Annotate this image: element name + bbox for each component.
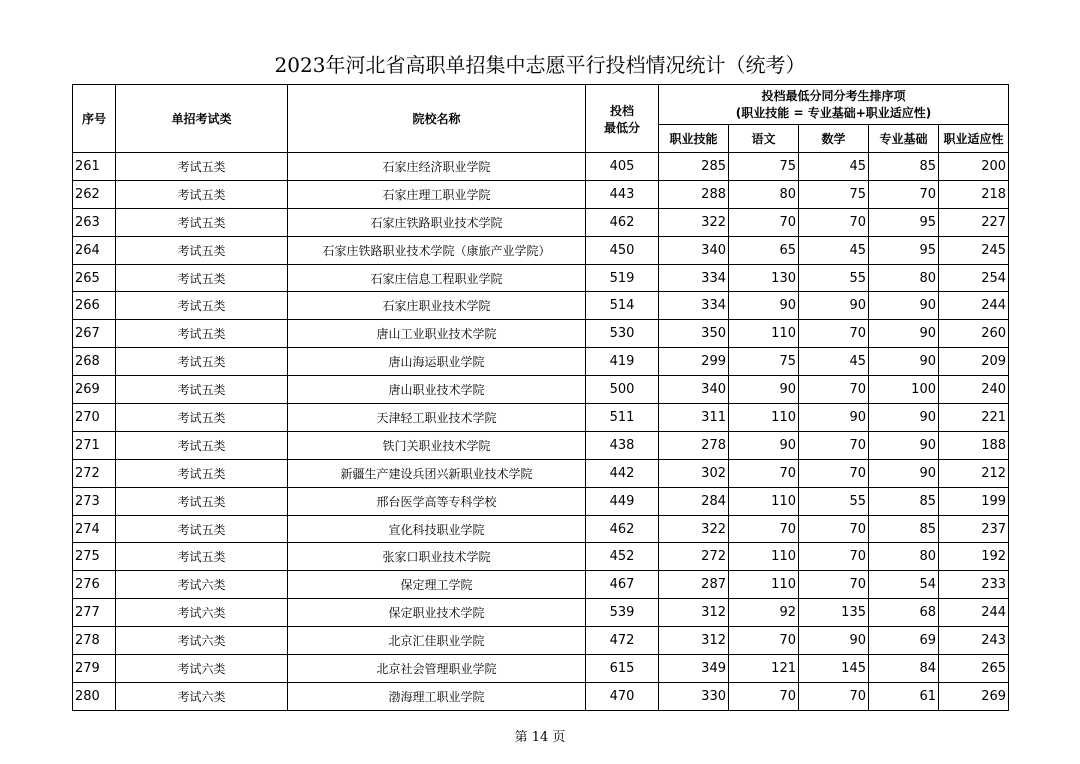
header-seq: 序号 — [73, 85, 116, 153]
table-row — [73, 682, 1009, 710]
cell-min-score: 449 — [586, 487, 659, 515]
cell-chinese: 75 — [729, 348, 799, 376]
cell-math: 55 — [799, 487, 869, 515]
admission-table — [72, 84, 1009, 711]
header-vocational-skill: 职业技能 — [659, 125, 729, 153]
cell-min-score: 519 — [586, 264, 659, 292]
cell-category: 考试五类 — [116, 236, 288, 264]
header-min-score-line2: 最低分 — [603, 120, 640, 135]
cell-chinese: 70 — [729, 627, 799, 655]
cell-vocational-skill: 272 — [659, 543, 729, 571]
cell-min-score: 467 — [586, 571, 659, 599]
header-professional-basics: 专业基础 — [869, 125, 939, 153]
cell-professional-basics: 85 — [869, 515, 939, 543]
cell-min-score: 500 — [586, 376, 659, 404]
cell-school-name: 保定职业技术学院 — [288, 599, 586, 627]
cell-chinese: 70 — [729, 515, 799, 543]
table-row — [73, 264, 1009, 292]
cell-vocational-skill: 299 — [659, 348, 729, 376]
cell-category: 考试五类 — [116, 376, 288, 404]
cell-category: 考试五类 — [116, 180, 288, 208]
cell-math: 70 — [799, 682, 869, 710]
cell-professional-basics: 80 — [869, 264, 939, 292]
cell-vocational-aptitude: 199 — [939, 487, 1009, 515]
cell-math: 70 — [799, 431, 869, 459]
cell-math: 70 — [799, 571, 869, 599]
table-header — [73, 85, 1009, 153]
cell-seq: 267 — [73, 320, 116, 348]
table-row — [73, 236, 1009, 264]
table-row — [73, 571, 1009, 599]
cell-vocational-aptitude: 260 — [939, 320, 1009, 348]
cell-category: 考试六类 — [116, 655, 288, 683]
cell-professional-basics: 90 — [869, 292, 939, 320]
cell-seq: 269 — [73, 376, 116, 404]
cell-seq: 261 — [73, 153, 116, 181]
cell-chinese: 70 — [729, 459, 799, 487]
cell-professional-basics: 90 — [869, 348, 939, 376]
cell-school-name: 石家庄经济职业学院 — [288, 153, 586, 181]
cell-math: 70 — [799, 515, 869, 543]
cell-seq: 263 — [73, 208, 116, 236]
cell-school-name: 新疆生产建设兵团兴新职业技术学院 — [288, 459, 586, 487]
cell-school-name: 唐山海运职业学院 — [288, 348, 586, 376]
table-row — [73, 627, 1009, 655]
table-row — [73, 515, 1009, 543]
cell-seq: 262 — [73, 180, 116, 208]
header-chinese: 语文 — [729, 125, 799, 153]
cell-professional-basics: 54 — [869, 571, 939, 599]
table-row — [73, 348, 1009, 376]
cell-professional-basics: 100 — [869, 376, 939, 404]
cell-category: 考试六类 — [116, 571, 288, 599]
cell-seq: 271 — [73, 431, 116, 459]
cell-chinese: 92 — [729, 599, 799, 627]
cell-vocational-aptitude: 245 — [939, 236, 1009, 264]
cell-school-name: 北京社会管理职业学院 — [288, 655, 586, 683]
cell-vocational-aptitude: 240 — [939, 376, 1009, 404]
cell-chinese: 110 — [729, 487, 799, 515]
cell-vocational-skill: 340 — [659, 236, 729, 264]
cell-school-name: 唐山职业技术学院 — [288, 376, 586, 404]
cell-chinese: 75 — [729, 153, 799, 181]
cell-seq: 270 — [73, 404, 116, 432]
cell-min-score: 452 — [586, 543, 659, 571]
header-tiebreak-line2: (职业技能 = 专业基础+职业适应性) — [735, 105, 932, 120]
table-row — [73, 655, 1009, 683]
cell-school-name: 天津轻工职业技术学院 — [288, 404, 586, 432]
cell-professional-basics: 95 — [869, 236, 939, 264]
cell-chinese: 110 — [729, 404, 799, 432]
header-school: 院校名称 — [288, 85, 586, 153]
cell-vocational-skill: 287 — [659, 571, 729, 599]
cell-vocational-skill: 312 — [659, 599, 729, 627]
page-title: 2023年河北省高职单招集中志愿平行投档情况统计（统考） — [274, 53, 806, 77]
cell-category: 考试五类 — [116, 208, 288, 236]
cell-school-name: 石家庄理工职业学院 — [288, 180, 586, 208]
cell-category: 考试五类 — [116, 487, 288, 515]
cell-min-score: 615 — [586, 655, 659, 683]
cell-category: 考试五类 — [116, 543, 288, 571]
cell-seq: 279 — [73, 655, 116, 683]
cell-vocational-skill: 322 — [659, 515, 729, 543]
cell-math: 70 — [799, 376, 869, 404]
cell-vocational-skill: 302 — [659, 459, 729, 487]
cell-vocational-skill: 311 — [659, 404, 729, 432]
cell-category: 考试六类 — [116, 599, 288, 627]
cell-vocational-skill: 288 — [659, 180, 729, 208]
cell-math: 70 — [799, 208, 869, 236]
cell-seq: 277 — [73, 599, 116, 627]
cell-category: 考试五类 — [116, 153, 288, 181]
cell-min-score: 539 — [586, 599, 659, 627]
cell-vocational-skill: 350 — [659, 320, 729, 348]
header-category: 单招考试类 — [116, 85, 288, 153]
cell-chinese: 80 — [729, 180, 799, 208]
cell-vocational-aptitude: 227 — [939, 208, 1009, 236]
cell-chinese: 70 — [729, 208, 799, 236]
cell-vocational-aptitude: 244 — [939, 292, 1009, 320]
cell-vocational-skill: 330 — [659, 682, 729, 710]
header-vocational-aptitude: 职业适应性 — [939, 125, 1009, 153]
cell-vocational-aptitude: 254 — [939, 264, 1009, 292]
cell-professional-basics: 80 — [869, 543, 939, 571]
cell-chinese: 110 — [729, 543, 799, 571]
table-row — [73, 431, 1009, 459]
header-tiebreak-group — [659, 85, 1009, 125]
cell-seq: 278 — [73, 627, 116, 655]
table-row — [73, 320, 1009, 348]
cell-professional-basics: 84 — [869, 655, 939, 683]
cell-math: 55 — [799, 264, 869, 292]
cell-professional-basics: 68 — [869, 599, 939, 627]
cell-seq: 264 — [73, 236, 116, 264]
cell-vocational-aptitude: 237 — [939, 515, 1009, 543]
table-row — [73, 404, 1009, 432]
cell-category: 考试五类 — [116, 348, 288, 376]
cell-school-name: 石家庄铁路职业技术学院（康旅产业学院） — [288, 236, 586, 264]
table-row — [73, 208, 1009, 236]
cell-vocational-aptitude: 218 — [939, 180, 1009, 208]
cell-category: 考试六类 — [116, 682, 288, 710]
cell-min-score: 462 — [586, 515, 659, 543]
cell-professional-basics: 95 — [869, 208, 939, 236]
cell-professional-basics: 90 — [869, 404, 939, 432]
cell-professional-basics: 69 — [869, 627, 939, 655]
cell-vocational-skill: 334 — [659, 292, 729, 320]
cell-category: 考试五类 — [116, 404, 288, 432]
cell-vocational-skill: 284 — [659, 487, 729, 515]
cell-vocational-aptitude: 243 — [939, 627, 1009, 655]
table-row — [73, 153, 1009, 181]
cell-chinese: 130 — [729, 264, 799, 292]
cell-professional-basics: 61 — [869, 682, 939, 710]
cell-min-score: 442 — [586, 459, 659, 487]
cell-seq: 274 — [73, 515, 116, 543]
cell-chinese: 110 — [729, 320, 799, 348]
cell-school-name: 石家庄职业技术学院 — [288, 292, 586, 320]
cell-vocational-skill: 334 — [659, 264, 729, 292]
cell-math: 45 — [799, 348, 869, 376]
cell-school-name: 张家口职业技术学院 — [288, 543, 586, 571]
cell-min-score: 472 — [586, 627, 659, 655]
cell-min-score: 443 — [586, 180, 659, 208]
cell-min-score: 419 — [586, 348, 659, 376]
cell-math: 75 — [799, 180, 869, 208]
cell-school-name: 石家庄铁路职业技术学院 — [288, 208, 586, 236]
cell-category: 考试五类 — [116, 459, 288, 487]
cell-vocational-aptitude: 265 — [939, 655, 1009, 683]
cell-category: 考试五类 — [116, 264, 288, 292]
cell-school-name: 铁门关职业技术学院 — [288, 431, 586, 459]
cell-school-name: 保定理工学院 — [288, 571, 586, 599]
header-tiebreak-line1: 投档最低分同分考生排序项 — [761, 88, 906, 103]
cell-seq: 268 — [73, 348, 116, 376]
cell-vocational-skill: 340 — [659, 376, 729, 404]
cell-math: 145 — [799, 655, 869, 683]
header-min-score — [586, 85, 659, 153]
cell-min-score: 438 — [586, 431, 659, 459]
table-row — [73, 487, 1009, 515]
cell-category: 考试五类 — [116, 431, 288, 459]
cell-chinese: 90 — [729, 431, 799, 459]
cell-category: 考试六类 — [116, 627, 288, 655]
table-row — [73, 292, 1009, 320]
cell-school-name: 宣化科技职业学院 — [288, 515, 586, 543]
cell-vocational-aptitude: 188 — [939, 431, 1009, 459]
cell-vocational-skill: 322 — [659, 208, 729, 236]
cell-chinese: 90 — [729, 292, 799, 320]
cell-math: 135 — [799, 599, 869, 627]
cell-math: 70 — [799, 459, 869, 487]
cell-professional-basics: 90 — [869, 431, 939, 459]
cell-school-name: 邢台医学高等专科学校 — [288, 487, 586, 515]
cell-professional-basics: 85 — [869, 153, 939, 181]
cell-professional-basics: 90 — [869, 459, 939, 487]
cell-school-name: 渤海理工职业学院 — [288, 682, 586, 710]
cell-chinese: 110 — [729, 571, 799, 599]
header-min-score-line1: 投档 — [609, 103, 634, 118]
cell-min-score: 514 — [586, 292, 659, 320]
cell-min-score: 511 — [586, 404, 659, 432]
cell-professional-basics: 90 — [869, 320, 939, 348]
cell-min-score: 405 — [586, 153, 659, 181]
table-row — [73, 180, 1009, 208]
cell-math: 45 — [799, 153, 869, 181]
table-body — [73, 153, 1009, 711]
cell-vocational-aptitude: 192 — [939, 543, 1009, 571]
cell-vocational-aptitude: 221 — [939, 404, 1009, 432]
header-math: 数学 — [799, 125, 869, 153]
cell-vocational-aptitude: 209 — [939, 348, 1009, 376]
cell-seq: 265 — [73, 264, 116, 292]
cell-seq: 275 — [73, 543, 116, 571]
cell-math: 45 — [799, 236, 869, 264]
cell-math: 70 — [799, 543, 869, 571]
cell-vocational-skill: 285 — [659, 153, 729, 181]
cell-vocational-aptitude: 269 — [939, 682, 1009, 710]
cell-vocational-aptitude: 233 — [939, 571, 1009, 599]
table-row — [73, 459, 1009, 487]
cell-chinese: 70 — [729, 682, 799, 710]
cell-math: 90 — [799, 404, 869, 432]
cell-category: 考试五类 — [116, 292, 288, 320]
cell-seq: 266 — [73, 292, 116, 320]
cell-min-score: 530 — [586, 320, 659, 348]
cell-vocational-skill: 349 — [659, 655, 729, 683]
cell-seq: 273 — [73, 487, 116, 515]
cell-min-score: 470 — [586, 682, 659, 710]
cell-school-name: 北京汇佳职业学院 — [288, 627, 586, 655]
cell-math: 70 — [799, 320, 869, 348]
cell-chinese: 65 — [729, 236, 799, 264]
cell-chinese: 121 — [729, 655, 799, 683]
table-row — [73, 543, 1009, 571]
cell-professional-basics: 70 — [869, 180, 939, 208]
cell-seq: 276 — [73, 571, 116, 599]
cell-chinese: 90 — [729, 376, 799, 404]
cell-vocational-aptitude: 200 — [939, 153, 1009, 181]
cell-min-score: 450 — [586, 236, 659, 264]
cell-min-score: 462 — [586, 208, 659, 236]
cell-school-name: 石家庄信息工程职业学院 — [288, 264, 586, 292]
cell-vocational-skill: 312 — [659, 627, 729, 655]
cell-vocational-skill: 278 — [659, 431, 729, 459]
cell-vocational-aptitude: 244 — [939, 599, 1009, 627]
page-number: 第 14 页 — [514, 730, 566, 745]
cell-school-name: 唐山工业职业技术学院 — [288, 320, 586, 348]
cell-vocational-aptitude: 212 — [939, 459, 1009, 487]
cell-category: 考试五类 — [116, 320, 288, 348]
cell-seq: 280 — [73, 682, 116, 710]
cell-math: 90 — [799, 292, 869, 320]
cell-category: 考试五类 — [116, 515, 288, 543]
table-row — [73, 599, 1009, 627]
cell-seq: 272 — [73, 459, 116, 487]
cell-professional-basics: 85 — [869, 487, 939, 515]
cell-math: 90 — [799, 627, 869, 655]
table-row — [73, 376, 1009, 404]
